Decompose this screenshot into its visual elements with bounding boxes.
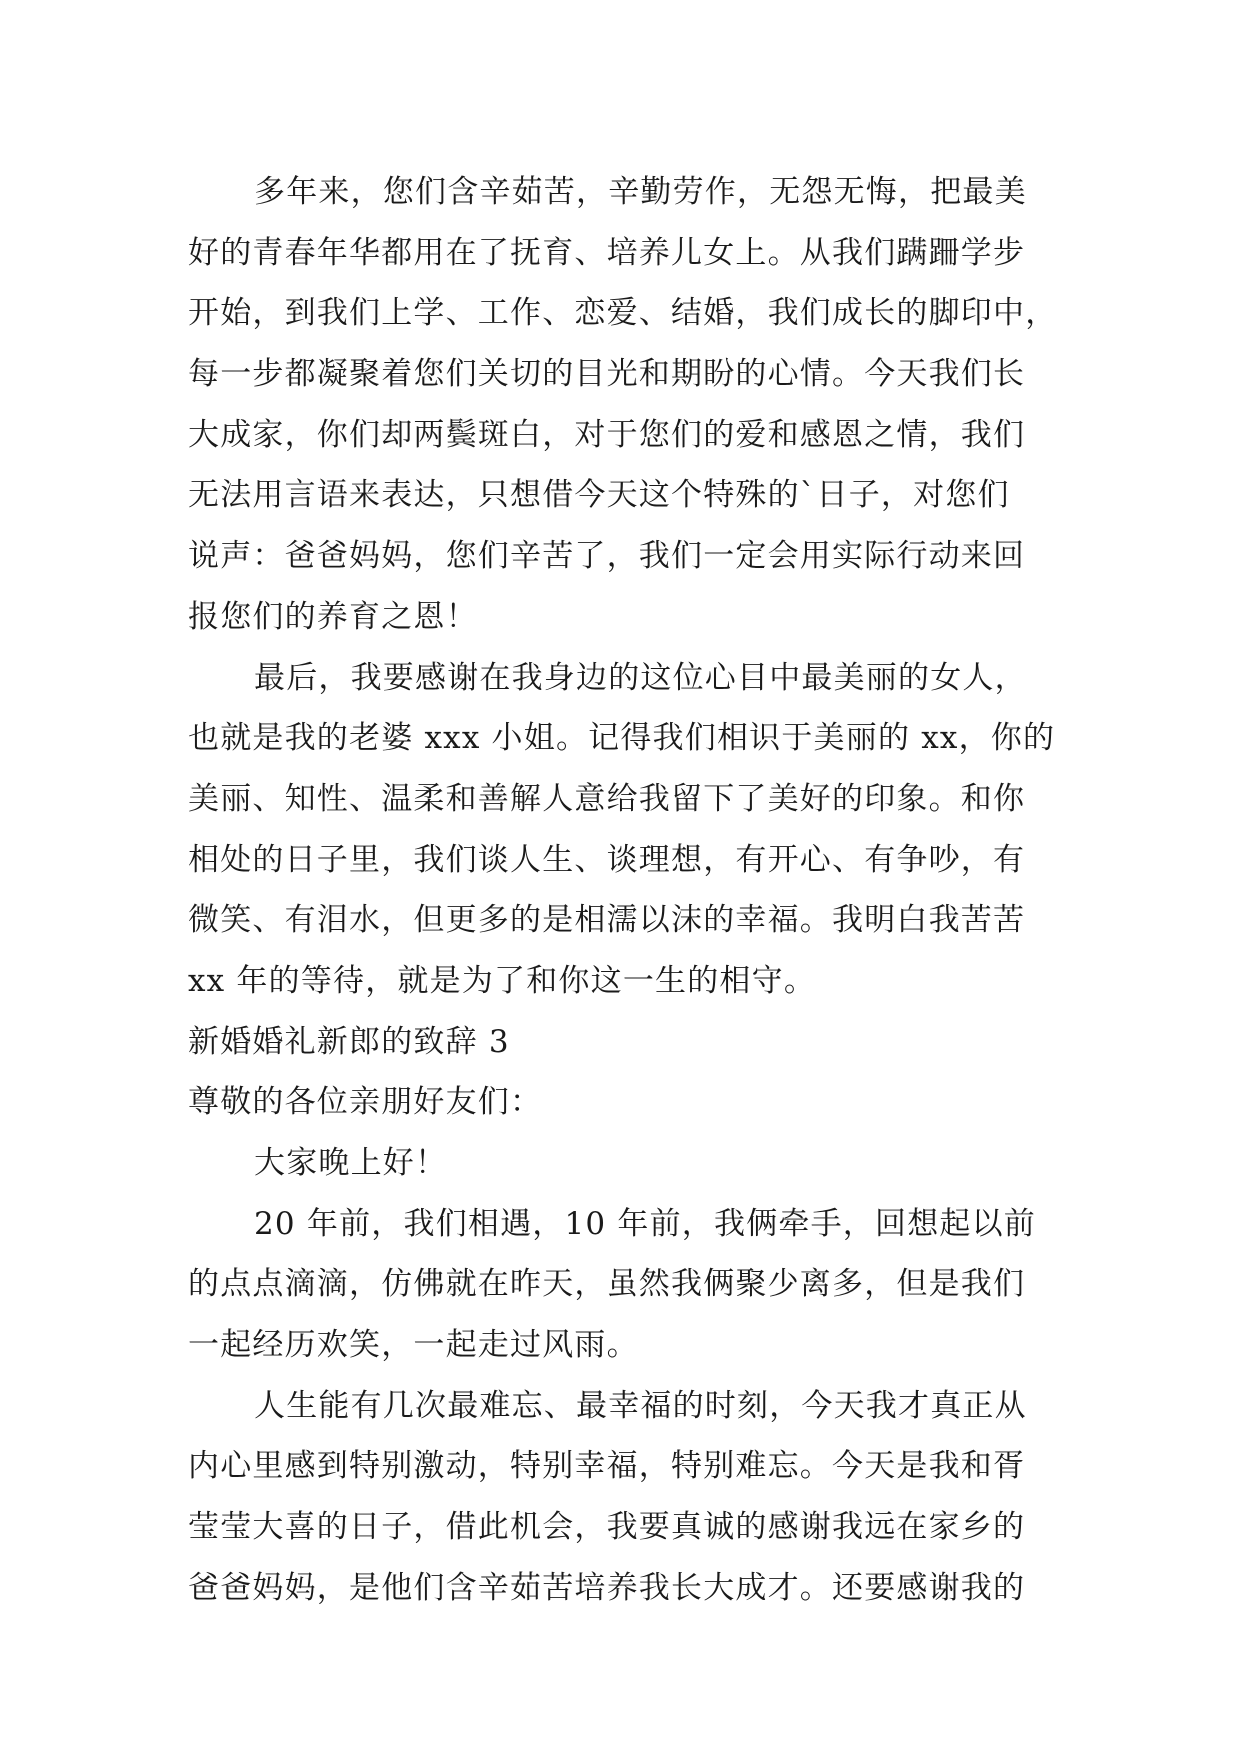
text-line: 说声：爸爸妈妈，您们辛苦了，我们一定会用实际行动来回 bbox=[188, 538, 1026, 575]
text-line: 好的青春年华都用在了抚育、培养儿女上。从我们蹒跚学步 bbox=[188, 234, 1026, 271]
text-line: 美丽、知性、温柔和善解人意给我留下了美好的印象。和你 bbox=[188, 780, 1026, 817]
text-line: 莹莹大喜的日子，借此机会，我要真诚的感谢我远在家乡的 bbox=[188, 1509, 1026, 1546]
text-line: xx 年的等待，就是为了和你这一生的相守。 bbox=[188, 962, 817, 999]
greeting: 大家晚上好！ bbox=[254, 1145, 448, 1181]
salutation: 尊敬的各位亲朋好友们： bbox=[188, 1084, 543, 1121]
text-line: 20 年前，我们相遇，10 年前，我俩牵手，回想起以前 bbox=[254, 1205, 1036, 1242]
text-line: 微笑、有泪水，但更多的是相濡以沫的幸福。我明白我苦苦 bbox=[188, 902, 1026, 939]
text-line: 也就是我的老婆 xxx 小姐。记得我们相识于美丽的 xx，你的 bbox=[188, 720, 1056, 757]
text-line: 多年来，您们含辛茹苦，辛勤劳作，无怨无悔，把最美 bbox=[254, 174, 1027, 210]
text-line: 内心里感到特别激动，特别幸福，特别难忘。今天是我和胥 bbox=[188, 1448, 1026, 1485]
text-line: 无法用言语来表达，只想借今天这个特殊的`日子，对您们 bbox=[188, 477, 1010, 514]
text-line: 相处的日子里，我们谈人生、谈理想，有开心、有争吵，有 bbox=[188, 841, 1026, 878]
text-line: 一起经历欢笑，一起走过风雨。 bbox=[188, 1327, 639, 1364]
document-body bbox=[188, 162, 1068, 1619]
text-line: 每一步都凝聚着您们关切的目光和期盼的心情。今天我们长 bbox=[188, 356, 1026, 393]
section-title: 新婚婚礼新郎的致辞 3 bbox=[188, 1023, 510, 1060]
text-line: 开始，到我们上学、工作、恋爱、结婚，我们成长的脚印中， bbox=[188, 295, 1058, 332]
text-line: 最后，我要感谢在我身边的这位心目中最美丽的女人， bbox=[254, 659, 1027, 696]
text-line: 爸爸妈妈，是他们含辛茹苦培养我长大成才。还要感谢我的 bbox=[188, 1569, 1026, 1606]
paragraph-happiest-moment bbox=[188, 1376, 1068, 1619]
paragraph-history bbox=[188, 1194, 1068, 1376]
text-line: 报您们的养育之恩！ bbox=[188, 598, 478, 635]
paragraph-parents-gratitude bbox=[188, 162, 1068, 648]
text-line: 人生能有几次最难忘、最幸福的时刻，今天我才真正从 bbox=[254, 1387, 1027, 1424]
text-line: 的点点滴滴，仿佛就在昨天，虽然我俩聚少离多，但是我们 bbox=[188, 1266, 1026, 1303]
paragraph-wife-gratitude bbox=[188, 648, 1068, 1012]
text-line: 大成家，你们却两鬓斑白，对于您们的爱和感恩之情，我们 bbox=[188, 416, 1026, 453]
